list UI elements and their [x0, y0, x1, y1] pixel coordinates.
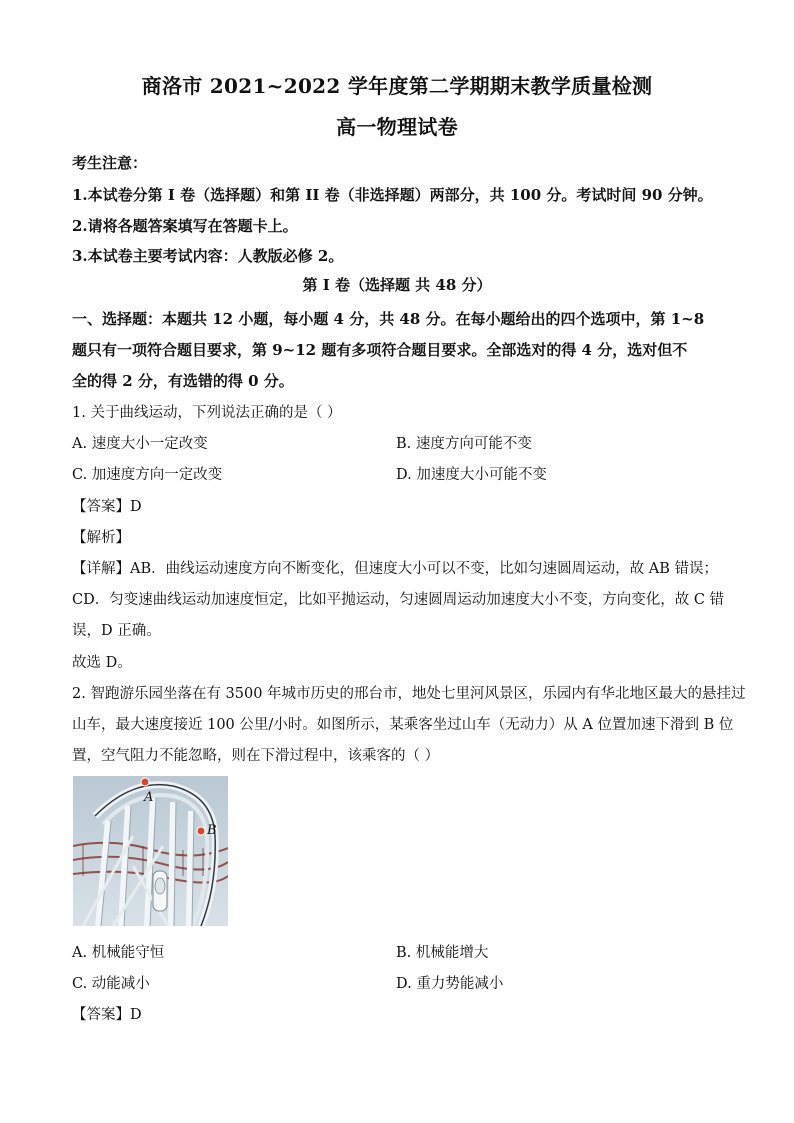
- section-instruction: 题只有一项符合题目要求，第 9~12 题有多项符合题目要求。全部选对的得 4 分，选对但不: [72, 341, 688, 359]
- marker-b: [197, 827, 205, 835]
- exam-subtitle: 高一物理试卷: [336, 115, 458, 139]
- q1-option-a: A. 速度大小一定改变: [72, 436, 208, 452]
- exam-title: 商洛市 2021~2022 学年度第二学期期末教学质量检测: [141, 74, 653, 98]
- q2-option-a: A. 机械能守恒: [72, 945, 165, 961]
- label-a: A: [144, 790, 154, 805]
- q1-conclusion: 故选 D。: [72, 655, 132, 671]
- q2-option-b: B. 机械能增大: [396, 945, 489, 961]
- q1-option-b: B. 速度方向可能不变: [396, 436, 532, 452]
- q2-stem-line: 2. 智跑游乐园坐落在有 3500 年城市历史的邢台市，地处七里河风景区，乐园内有华北地区最大的悬挂过: [72, 686, 746, 702]
- q2-stem-line: 山车，最大速度接近 100 公里/小时。如图所示，某乘客坐过山车（无动力）从 A 位置加速下滑到 B 位: [72, 717, 734, 733]
- label-b: B: [207, 823, 217, 838]
- q1-detail-line: 【详解】AB．曲线运动速度方向不断变化，但速度大小可以不变，比如匀速圆周运动，故 AB 错误；: [72, 561, 718, 577]
- notice-item: 3.本试卷主要考试内容：人教版必修 2。: [72, 247, 344, 265]
- q2-answer: 【答案】D: [72, 1007, 142, 1023]
- q1-answer: 【答案】D: [72, 499, 142, 515]
- section-instruction: 全的得 2 分，有选错的得 0 分。: [72, 372, 294, 390]
- q2-option-c: C. 动能减小: [72, 976, 150, 992]
- q2-stem-line: 置，空气阻力不能忽略，则在下滑过程中，该乘客的（ ）: [72, 748, 440, 764]
- section-title: 第 I 卷（选择题 共 48 分）: [302, 276, 492, 294]
- notice-item: 2.请将各题答案填写在答题卡上。: [72, 217, 298, 235]
- q1-detail-line: 误，D 正确。: [72, 623, 161, 639]
- q1-stem: 1. 关于曲线运动，下列说法正确的是（ ）: [72, 405, 342, 421]
- q1-analysis-label: 【解析】: [72, 530, 130, 546]
- q2-option-d: D. 重力势能减小: [396, 976, 504, 992]
- roller-coaster-photo: [73, 776, 228, 926]
- notice-heading: 考生注意：: [72, 154, 148, 172]
- q1-detail-line: CD．匀变速曲线运动加速度恒定，比如平抛运动，匀速圆周运动加速度大小不变，方向变化，故 C 错: [72, 592, 725, 608]
- q1-option-d: D. 加速度大小可能不变: [396, 467, 547, 483]
- section-instruction: 一、选择题：本题共 12 小题，每小题 4 分，共 48 分。在每小题给出的四个选项中，第 1~8: [72, 310, 705, 328]
- marker-a: [141, 778, 149, 786]
- q1-option-c: C. 加速度方向一定改变: [72, 467, 223, 483]
- notice-item: 1.本试卷分第 I 卷（选择题）和第 II 卷（非选择题）两部分，共 100 分。考试时间 90 分钟。: [72, 186, 713, 204]
